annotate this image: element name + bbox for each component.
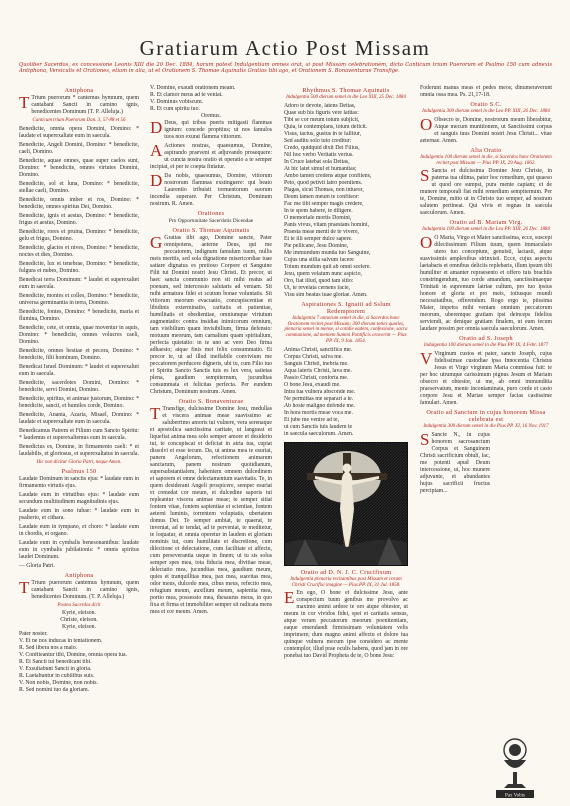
rhythmus-heading: Rhythmus S. Thomae Aquinatis bbox=[302, 87, 390, 94]
verse-line: Me immundum munda tuo Sanguine, bbox=[284, 249, 371, 256]
sanctum-heading: Oratio ad Sanctum in cujus honorem Missa celebrata est bbox=[426, 408, 546, 423]
verse-line: Nil hoc verbo Veritatis verius. bbox=[284, 151, 354, 158]
mariam-heading: Oratio ad B. Mariam Virg. bbox=[449, 219, 523, 227]
sanctum-body: Sancte N., in cujus honorem sacrosanctum Corpus et Sanguinem Christi sacrificium obtuli, fac, me potenti apud Deum intercessione, ut, hoc munere adjuvante, et abundantes hujus sacrificii fructus percipiam... bbox=[420, 431, 490, 494]
alia-body: Sancta et dulcissima Domine Jesu Christe, in paterna tua ultima, pater hoc remedium, qui quaeso ut quod ore sumpsi, pura mente capiam; et de munere temporali fiat mihi remedium sempiternum. Per te, Domine, mitto ut in Christo tuo semper, ad nostram salutem pertineat. Qui vivis et regnas in saecula saeculorum. Amen. bbox=[420, 168, 552, 217]
verse-line: Intra tua vulnera absconde me. bbox=[284, 388, 356, 395]
verse-line: Benedicat terra Dominum: * laudet et superexaltet eum in saecula. bbox=[19, 276, 139, 290]
joseph-rubric: Indulgentia 100 dierum semel in die Pius PP. IX, 4 Febr. 1877 bbox=[423, 343, 549, 349]
verse-line: Corpus Christi, salva me. bbox=[284, 353, 343, 360]
versicle-line: V. Non nobis, Domine, non nobis. bbox=[19, 680, 98, 687]
verse-line: Totum mundum quit ab omni scelere. bbox=[284, 263, 371, 270]
antiphona-text bbox=[19, 95, 139, 116]
verse-line: Benedicite, Angeli Domini, Domino: * benedicite, caeli, Domino. bbox=[19, 141, 139, 155]
verse-line: Jesu, quem velatum nunc aspicio, bbox=[284, 270, 362, 277]
dropcap: S bbox=[420, 166, 430, 186]
crucifix-engraving bbox=[284, 442, 408, 566]
verse-line: ut cum Sanctis tuis laudem te bbox=[284, 423, 353, 430]
oratio-body: Actiones nostras, quaesumus, Domine, aspirando praeveni et adjuvando prosequere: ut cuncta nostra oratio et operatio a te semper incipiat, et per te coepta finiatur. bbox=[150, 143, 272, 170]
sanctum-rubric: Indulgentia 300 dierum semel in die Pius PP. XI, 16 Nov. 1917 bbox=[423, 423, 549, 429]
bonaventura-body: Transfige, dulcissime Domine Jesu, medullas et viscera animae meae suavissimo ac saluberrimo amoris tui vulnere, vera serenaque et apostolica sanctissima caritate, ut langueat et liquefiat anima mea solo semper amore et desiderio tui, te concupiscat et deficiat in atria tua, cupiat dissolvi et esse tecum. Da, ut anima mea te esuriat, panem Angelorum, refectionem animarum sanctarum, panem nostrum quotidianum, supersubstantialem, habentem omnem dulcedinem et saporem et omne delectamentum suavitatis. Te, in quem desiderant Angeli prospicere, semper esuriat et comedat cor meum, et dulcedine saporis tui repleantur viscera animae meae; te semper sitiat fontem vitae, fontem sapientiae et scientiae, fontem aeterni luminis, torrentem voluptatis, ubertatem domus Dei. Te semper ambiat, te quaerat, te inveniat, ad te tendat, ad te perveniat, te meditetur, te loquatur, et omnia operetur in laudem et gloriam nominis tui, cum humilitate et discretione, cum dilectione et delectatione, cum facilitate et affectu, cum perseverantia usque in finem; ut tu sis solus semper spes mea, tota fiducia mea, divitiae meae, delectatio mea, jucunditas mea, gaudium meum, quies et tranquillitas mea, pax mea, suavitas mea, odor meus, dulcedo mea, cibus meus, refectio mea, refugium meum, auxilium meum, sapientia mea, portio mea, possessio mea, thesaurus meus, in quo fixa et firma et immobiliter semper sit radicata mens mea et cor meum. Amen. bbox=[150, 406, 272, 615]
kyrie-list bbox=[19, 610, 139, 631]
verse-line: Plagas, sicut Thomas, non intueor, bbox=[284, 186, 364, 193]
antiphona-heading: Antiphona bbox=[64, 87, 94, 94]
versicle-line: V. Confiteantur tibi, Domine, omnia opera tua. bbox=[19, 652, 128, 659]
versicle-line: R. Laetabuntur in cubilibus suis. bbox=[19, 673, 95, 680]
verse-line: — Gloria Patri. bbox=[19, 562, 55, 569]
verse-line: In Cruce latebat sola Deitas, bbox=[284, 158, 350, 165]
thomas-heading: Oratio S. Thomae Aquinatis bbox=[172, 227, 250, 234]
verse-line: Adoro te devote, latens Deitas, bbox=[284, 102, 356, 109]
verse-line: Benedicat Israel Dominum: * laudet et superexaltet eum in saecula. bbox=[19, 363, 139, 377]
verse-line: Benedicite, spiritus, et animae justorum, Domino: * benedicite, sancti, et humiles corde, Domino. bbox=[19, 395, 139, 409]
crucifix-caption: Oratio ad D. N. J. C. Crucifixum bbox=[300, 568, 392, 576]
chalice-emblem bbox=[492, 736, 538, 800]
versicle-line: V. Domine, exaudi orationem meam. bbox=[150, 85, 236, 91]
thomas-prayer bbox=[150, 235, 272, 396]
verse-line: Ambo tamen credens atque confitens, bbox=[284, 172, 372, 179]
verse-line: Benedicite, fontes, Domino: * benedicite, maria et flumina, Domino. bbox=[19, 308, 139, 322]
antiphona2-body: Trium puerorum cantemus hymnum, quem cantabant Sancti in camino ignis, benedicentes Dominum. (T. P. Alleluja.) bbox=[31, 579, 139, 600]
crucifix-rubric: Indulgentia plenaria recitantibus post Missam et coram Christi Crucifixi imagine — Pius PP. IX, 31 Jul. 1858. bbox=[290, 576, 402, 588]
page-title: Gratiarum Actio Post Missam bbox=[139, 36, 431, 60]
verse-line: O bone Jesu, exaudi me. bbox=[284, 381, 341, 388]
pater-note: Postea Sacerdos dicit bbox=[57, 602, 101, 608]
verse-line: Benedicite, omnes bestiae et pecora, Domino: * benedicite, filii hominum, Domino. bbox=[19, 347, 139, 361]
versicle-line: R. Et clamor meus ad te veniat. bbox=[150, 92, 223, 98]
joseph-body: Virginum custos et pater, sancte Joseph, cujus fidelissimae custodiae ipsa Innocentia Christus Jesus et Virgo virginum Maria commissa fuit: te per hoc utrumque carissimum pignus Jesum et Mariam obsecro et obtestor, ut me, ab omni immunditia praeservatum, mente incontaminata, puro corde et casto corpore Jesu et Mariae semper facias castissime famulari. Amen. bbox=[420, 350, 552, 406]
verse-line: Laudate eum in cymbalis benesonantibus: laudate eum in cymbalis jubilationis: * omnis spiritus laudet Dominum. bbox=[19, 539, 139, 560]
verse-line: Sanguis Christi, inebria me. bbox=[284, 360, 349, 367]
orationes-subheading: Pro Opportunitate Sacerdotis Dicendae bbox=[168, 218, 254, 224]
column-1 bbox=[19, 85, 139, 694]
thomas-body: Gratias tibi ago, Domine sancte, Pater omnipotens, aeterne Deus, qui me peccatorem, indignum famulum tuum, nullis meis meritis, sed sola dignatione misericordiae tuae satiare dignatus es pretioso Corpore et Sanguine Filii tui Domini nostri Jesu Christi. Et precor, ut haec sancta communio non sit mihi reatus ad poenam, sed intercessio salutaris ad veniam. Sit mihi armatura fidei et scutum bonae voluntatis. Sit vitiorum meorum evacuatio, concupiscentiae et libidinis exterminatio, caritatis et patientiae, humilitatis et obedientiae, omniumque virtutum augmentatio: contra insidias inimicorum omnium, tam visibilium quam invisibilium, firma defensio: motuum meorum, tam carnalium quam spiritalium, perfecta quietatio: in te uno ac vero Deo firma adhaesio; atque finis mei felix consummatio. Et precor te, ut ad illud ineffabile convivium me peccatorem perducere digneris, ubi tu, cum Filio tuo et Spiritu Sancto Sanctis tuis es lux vera, satietas plena, gaudium sempiternum, jucunditas consummata et felicitas perfecta. Per eundem Christum, Dominum nostrum. Amen. bbox=[150, 235, 272, 395]
dropcap: O bbox=[420, 233, 433, 253]
joseph-prayer bbox=[420, 348, 552, 407]
verse-line: Cujus una stilla salvum facere bbox=[284, 256, 354, 263]
verse-line: Et te illi semper dulce sapere. bbox=[284, 235, 353, 242]
dropcap: T bbox=[19, 577, 30, 597]
chalice-icon bbox=[492, 736, 538, 800]
psalmus-heading: Psalmus 150 bbox=[61, 467, 97, 475]
canticum-verses bbox=[19, 126, 139, 458]
verse-line: O memoriale mortis Domini, bbox=[284, 214, 352, 221]
verse-line: Laudate eum in virtutibus ejus: * laudate eum secundum multitudinem magnitudinis ejus. bbox=[19, 491, 139, 505]
oratio-sc-rubric: Indulgentia 300 dierum semel in die Leo PP. XIII, 26 Dec. 1884 bbox=[422, 109, 550, 114]
verse-line: Visus, tactus, gustus in te fallitur, bbox=[284, 130, 362, 137]
versicle-line: R. Sed libera nos a malo. bbox=[19, 645, 78, 652]
aspirationes-rubric: Indulgentia 7 annorum semel in die, si Sacerdos hanc Orationem recitet post Missam; 300 dierum toties quoties, plenaria semel in mense, si cotidie eadem, confessione, sacra communione, ad mentem Summi Pontificis oraverint — Pius PP. IX, 9 Jan. 1854. bbox=[284, 315, 408, 344]
verse-line: Benedictus es, Domine, in firmamento caeli: * et laudabilis, et gloriosus, et superexaltatus in saecula. bbox=[19, 443, 139, 457]
oratio-sc-prayer bbox=[420, 114, 552, 145]
verse-line: Benedicamus Patrem et Filium cum Sancto Spiritu: * laudemus et superexaltemus eum in saecula. bbox=[19, 427, 139, 441]
verse-line: Tibi se cor meum totum subjicit, bbox=[284, 116, 360, 123]
verse-line: in saecula saeculorum. Amen. bbox=[284, 430, 354, 437]
verse-line: Credo, quidquid dixit Dei Filius, bbox=[284, 144, 360, 151]
mariam-rubric: Indulgentia 100 dierum semel in die Leo PP. XIII, 26 Dec. 1884 bbox=[422, 227, 550, 233]
rhythmus-verses bbox=[284, 103, 408, 299]
verse-line: Benedicite, glacies et nives, Domino: * benedicite, noctes et dies, Domino. bbox=[19, 244, 139, 258]
aspirationes-verses bbox=[284, 347, 408, 438]
antiphona2-text bbox=[19, 577, 139, 601]
pater-noster: Pater noster. bbox=[19, 631, 48, 638]
canticum-heading: Canticum trium Puerorum Dan. 3, 57-88 et 56 bbox=[32, 118, 126, 123]
verse-line: Oro, fiat illud, quod tam sitio: bbox=[284, 277, 354, 284]
verse-line: Visu sim beatus tuae gloriae. Amen. bbox=[284, 291, 368, 298]
dropcap: D bbox=[150, 171, 163, 190]
aspirationes-heading: Aspirationes S. Ignatii ad Sslum Redemptorem bbox=[301, 300, 391, 315]
oratio-body: Deus, qui tribus pueris mitigasti flammas ignium: concede propitius; ut nos famulos tuos non exurat flamma vitiorum. bbox=[164, 120, 272, 140]
dropcap: T bbox=[150, 404, 161, 423]
verse-line: Benedicite, lux et tenebrae, Domino: * benedicite, fulgura et nubes, Domino. bbox=[19, 260, 139, 274]
oratio-body: Da nobis, quaesumus, Domine, vitiorum nostrorum flammas exstinguere: qui beato Laurentio tribuisti tormentorum suorum incendia superare. Per Christum, Dominum nostrum. R. Amen. bbox=[150, 173, 272, 207]
mariam-body: O Maria, Virgo et Mater sanctissima, ecce, suscepi dilectissimum Filium tuum, quem immaculato utero tuo conceptum, genuisti, lactasti, atque suavissimis amplexibus strinxisti. Ecce, cujus aspectu laetabaris et omnibus deliciis replebaris, illum ipsum tibi humiliter et amanter repraesento et offero tuis brachiis constringendum, tuo corde amandum, sanctissimaeque Trinitati in supremum latriae cultum, pro tuo ipsius honore et gloria et pro meis, totiusque mundi necessitatibus, offerendum. Rogo ergo te, piissima Mater, impetra mihi veniam omnium peccatorum meorum, uberemque gratiam ipsi deinceps fidelius serviendi, ac denique gratiam finalem, ut eum tecum laudare possim per omnia saecula saeculorum. Amen. bbox=[420, 235, 552, 333]
bonaventura-prayer bbox=[150, 406, 272, 616]
joseph-heading: Oratio ad S. Joseph bbox=[459, 335, 513, 343]
verse-line: Benedicite, aquae omnes, quae super caelos sunt, Domino: * benedicite, omnes virtutes Domini, Domino. bbox=[19, 157, 139, 178]
column-2 bbox=[150, 85, 272, 618]
verse-line: Benedicite, omnis imber et ros, Domino: * benedicite, omnes spiritus Dei, Domino. bbox=[19, 196, 139, 210]
verse-line: Deum tamen meum te confiteor: bbox=[284, 193, 360, 200]
oratio-da-nobis bbox=[150, 173, 272, 208]
verse-line: Panis vivus, vitam praestans homini, bbox=[284, 221, 370, 228]
verse-line: Laudate eum in sono tubae: * laudate eum in psalterio, et cithara. bbox=[19, 507, 139, 521]
dropcap: V bbox=[420, 348, 433, 368]
verse-line: Quia, te contemplans, totum deficit. bbox=[284, 123, 368, 130]
rhythmus-rubric: Indulgentia 500 dierum semel in die Leo XIII, 25 Dec. 1884 bbox=[286, 95, 406, 100]
dropcap: T bbox=[19, 93, 30, 112]
alia-heading: Alia Oratio bbox=[470, 146, 502, 154]
alia-rubric: Indulgentia 100 dierum semel in die, si Sacerdos hanc Orationem recitet post Missam — Pius PP. IX, 29 Aug. 1862. bbox=[420, 154, 552, 166]
verse-line: Anima Christi, sanctifica me. bbox=[284, 346, 353, 353]
versicle-line: V. Exsultabunt Sancti in gloria. bbox=[19, 666, 92, 673]
versicle-list bbox=[19, 638, 139, 694]
verse-line: Laudate Dominum in sanctis ejus: * laudate eum in firmamento virtutis ejus. bbox=[19, 475, 139, 489]
kyrie-line: Kyrie, eleison. bbox=[62, 624, 96, 631]
oratio-sc-heading: Oratio S.C. bbox=[470, 101, 502, 108]
verse-line: Laudate eum in tympano, et choro: * laudate eum in chordis, et organo. bbox=[19, 523, 139, 537]
verse-line: Benedicite, rores et pruina, Domino: * benedicite, gelu et frigus, Domino. bbox=[19, 228, 139, 242]
verse-line: In te spem habere, te diligere. bbox=[284, 207, 353, 214]
alia-prayer bbox=[420, 168, 552, 217]
versicle-line: R. Et cum spiritu tuo. bbox=[150, 106, 200, 112]
column-4 bbox=[420, 85, 552, 497]
emblem-label: Pax Vobis bbox=[505, 793, 525, 799]
psalm-quote: Foderunt manus meas et pedes meos; dinumeraverunt omnia ossa mea. Ps. 21,17-18. bbox=[420, 85, 552, 98]
antiphona-body: Trium puerorum * cantemus hymnum, quem cantabant Sancti in camino ignis, benedicentes Dominum (T. P. Alleluja.) bbox=[31, 95, 139, 115]
versicle-line: R. Sed nomini tuo da gloriam. bbox=[19, 687, 90, 694]
verse-line: Quae sub his figuris vere latitas: bbox=[284, 109, 359, 116]
kyrie-line: Kyrie, eleison. bbox=[62, 610, 96, 617]
column-3 bbox=[284, 85, 408, 662]
verse-line: In hora mortis meae voca me. bbox=[284, 409, 353, 416]
verse-line: Ut, te revelata cernens facie, bbox=[284, 284, 350, 291]
page-subtitle: Quoliber Sacerdos, ex concessione Leonis XIII die 20 Dec. 1884, horum potest Indulgentiam omnes orat, si post Missam celebrationem, dicto Canticum trium Puerorum et Psalmo 150 cum adnexis Antiphona, Versiculis et Orationes, etiam in alia, ut et Orationem S. Thomae Aquinatis Gratias tibi ago, et Orationem S. Bonaventurae Transfige. bbox=[19, 62, 552, 75]
verse-line: Peto, quod petivit latro poenitens. bbox=[284, 179, 363, 186]
versicle-line: R. Et Sancti tui benedicant tibi. bbox=[19, 659, 92, 666]
verse-line: Benedicite, Anania, Azaria, Misael, Domino: * laudate et superexaltate eum in saecula. bbox=[19, 411, 139, 425]
sanctum-prayer bbox=[420, 429, 490, 495]
oratio-actiones bbox=[150, 143, 272, 171]
kyrie-line: Christe, eleison. bbox=[60, 617, 98, 624]
versicle-line: V. Dominus vobiscum. bbox=[150, 99, 204, 105]
crucifix-prayer bbox=[284, 590, 408, 660]
verse-line: Et jube me venire ad te, bbox=[284, 416, 340, 423]
oratio-sc-body: Obsecro te, Domine, nostrorum meum liberabitur, Atque mecum munitionem, ut Sanctissimi corpus et sanguis tuus Domini nostri Jesu Christi... vitae aeternae. Amen. bbox=[420, 116, 552, 144]
dropcap: G bbox=[150, 233, 163, 252]
verse-line: Sed auditu solo tuto creditur: bbox=[284, 137, 352, 144]
verse-line: Fac me tibi semper magis credere, bbox=[284, 200, 364, 207]
dropcap: A bbox=[150, 141, 163, 160]
verse-line: Pie pellicane, Jesu Domine, bbox=[284, 242, 349, 249]
gloria-note: Hic non dicitur Gloria Patri, neque Amen. bbox=[36, 459, 122, 465]
verse-line: Benedicite, ignis et aestus, Domino: * benedicite, frigus et aestus, Domino. bbox=[19, 212, 139, 226]
dropcap: O bbox=[420, 114, 433, 134]
verse-line: Benedicite, sol et luna, Domino: * benedicite, stellae caeli, Domino. bbox=[19, 180, 139, 194]
dropcap: D bbox=[150, 118, 163, 137]
versicle-line: V. Et ne nos inducas in tentationem. bbox=[19, 638, 103, 645]
verse-line: Ne permittas me separari a te. bbox=[284, 395, 354, 402]
mariam-prayer bbox=[420, 235, 552, 333]
verse-line: Passio Christi, conforta me. bbox=[284, 374, 349, 381]
versicle-list bbox=[150, 85, 272, 113]
verse-line: Benedicite, cete, et omnia, quae moventur in aquis, Domino: * benedicite, omnes volucres caeli, Domino. bbox=[19, 324, 139, 345]
antiphona2-heading: Antiphona bbox=[64, 571, 94, 579]
verse-line: Benedicite, montes et colles, Domino: * benedicite, universa germinantia in terra, Domino. bbox=[19, 292, 139, 306]
verse-line: Benedicite, sacerdotes Domini, Domino: * benedicite, servi Domini, Domino. bbox=[19, 379, 139, 393]
bonaventura-heading: Oratio S. Bonaventurae bbox=[178, 398, 244, 405]
orationes-heading: Orationes bbox=[197, 210, 225, 217]
crucifix-icon bbox=[285, 443, 408, 566]
crucifix-body: En ego, O bone et dulcissime Jesu, ante conspectum tuum genibus me provolvo ac maximo animi ardore te oro atque obtestor, ut meum in cor vividos fidei, spei et caritatis sensus, atque veram peccatorum meorum poenitentiam, eaque emendandi firmissimam voluntatem velis imprimere; dum magno animi affectu et dolore tua quinque vulnera mecum ipse considero ac mente contemplor, illud prae oculis habens, quod jam in ore ponebat tuo David Propheta de te, O bone Jesu: bbox=[284, 590, 408, 660]
verse-line: Benedicite, omnia opera Domini, Domino: * laudate et superexaltate eum in saecula. bbox=[19, 125, 139, 139]
psalmus-verses bbox=[19, 476, 139, 570]
oremus-label: Oremus. bbox=[201, 113, 221, 119]
dropcap: E bbox=[284, 588, 295, 608]
verse-line: Aqua lateris Christi, lava me. bbox=[284, 367, 352, 374]
verse-line: At hic latet simul et humanitas; bbox=[284, 165, 357, 172]
verse-line: Praesta meae menti de te vivere, bbox=[284, 228, 360, 235]
dropcap: S bbox=[420, 429, 430, 449]
oratio-deus bbox=[150, 120, 272, 141]
verse-line: Ab hoste maligno defende me. bbox=[284, 402, 355, 409]
